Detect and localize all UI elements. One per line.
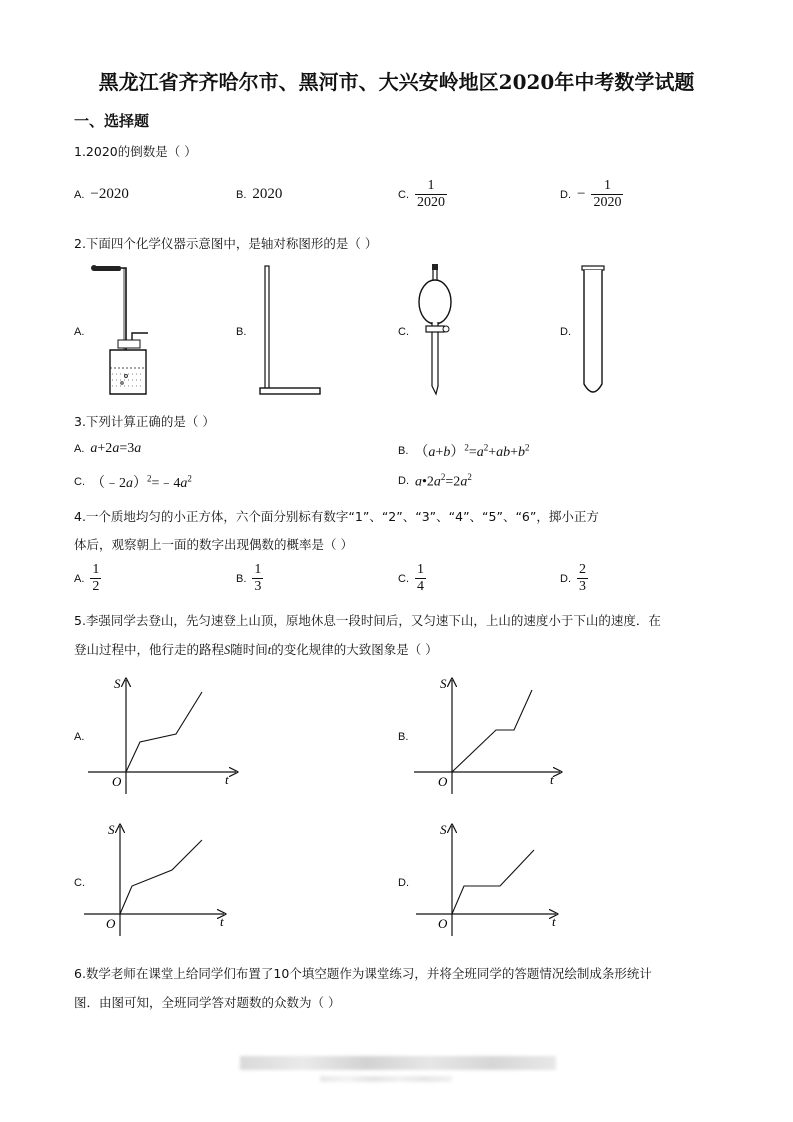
option-value: −2020 xyxy=(90,186,129,202)
question-4-stem-line2: 体后，观察朝上一面的数字出现偶数的概率是（ ） xyxy=(74,537,353,552)
question-5-stem-line2 xyxy=(74,640,438,658)
blurred-footer-watermark-small xyxy=(320,1076,452,1082)
question-2-stem: 2.下面四个化学仪器示意图中，是轴对称图形的是（ ） xyxy=(74,236,378,251)
question-6-stem-line1: 6.数学老师在课堂上给同学们布置了10个填空题作为课堂练习，并将全班同学的答题情况绘制成条形统计 xyxy=(74,966,652,981)
fraction xyxy=(90,562,101,595)
question-1-stem: 1.2020的倒数是（ ） xyxy=(74,144,197,159)
iron-stand-icon xyxy=(252,264,322,400)
origin-label: O xyxy=(106,916,116,931)
axis-label-s: S xyxy=(440,676,447,691)
numerator: 1 xyxy=(254,562,262,577)
numerator: 1 xyxy=(92,562,100,577)
expression: $a•2a^2=2a^2$ xyxy=(415,472,472,490)
fraction xyxy=(415,178,447,211)
minus-sign: − xyxy=(577,186,586,202)
q4-option-a[interactable] xyxy=(74,562,101,595)
q5-option-b-label[interactable]: B. xyxy=(398,731,409,743)
q5-option-c-label[interactable]: C. xyxy=(74,877,85,889)
q4-option-c[interactable] xyxy=(398,562,426,595)
option-label: A. xyxy=(74,443,85,455)
option-label: D. xyxy=(398,475,409,488)
denominator: 2020 xyxy=(593,195,622,210)
numerator: 1 xyxy=(427,178,435,193)
q2-option-b-label[interactable]: B. xyxy=(236,326,247,338)
axis-label-s: S xyxy=(440,822,447,837)
graph-line xyxy=(452,690,532,772)
q1-option-a[interactable] xyxy=(74,186,129,203)
graph-line xyxy=(452,850,534,914)
section-heading: 一、选择题 xyxy=(74,112,150,130)
numerator: 1 xyxy=(417,562,424,577)
q2-option-a-label[interactable]: A. xyxy=(74,326,85,338)
axis-label-t: t xyxy=(220,914,224,929)
q3-option-c[interactable] xyxy=(74,472,192,492)
q5-option-d-label[interactable]: D. xyxy=(398,877,409,889)
separatory-funnel-icon xyxy=(412,262,462,398)
variable-s: S xyxy=(224,643,231,657)
option-label: C. xyxy=(74,476,85,488)
axis-label-s: S xyxy=(108,822,115,837)
q1-option-b[interactable] xyxy=(236,186,282,203)
blurred-footer-watermark xyxy=(240,1056,556,1070)
q4-option-d[interactable] xyxy=(560,562,588,595)
question-3-stem: 3.下列计算正确的是（ ） xyxy=(74,414,215,429)
option-label: A. xyxy=(74,572,85,585)
gas-washing-bottle-icon xyxy=(88,258,158,400)
stem-text: 的变化规律的大致图象是（ ） xyxy=(271,642,438,657)
numerator: 1 xyxy=(603,178,611,193)
fraction xyxy=(252,562,263,595)
test-tube-icon xyxy=(576,262,616,398)
graph-c xyxy=(84,818,244,942)
option-label: D. xyxy=(560,572,571,585)
option-label: C. xyxy=(398,572,409,585)
expression: $(﹣2a)^2=﹣4a^2$ xyxy=(91,473,192,491)
option-label: D. xyxy=(560,188,571,201)
denominator: 4 xyxy=(417,579,424,594)
graph-line xyxy=(126,692,202,772)
graph-b xyxy=(414,674,574,798)
option-label: B. xyxy=(398,445,409,457)
stem-text: 随时间 xyxy=(230,642,268,657)
page-title: 黑龙江省齐齐哈尔市、黑河市、大兴安岭地区2020年中考数学试题 xyxy=(98,70,695,94)
denominator: 2 xyxy=(92,579,100,594)
numerator: 2 xyxy=(579,562,586,577)
graph-d xyxy=(416,818,576,942)
q1-option-d[interactable] xyxy=(560,178,623,211)
stem-text: 登山过程中，他行走的路程 xyxy=(74,642,225,657)
question-4-stem-line1: 4.一个质地均匀的小正方体，六个面分别标有数字“1”、“2”、“3”、“4”、“5”、“6”，掷小正方 xyxy=(74,509,599,524)
origin-label: O xyxy=(438,916,448,931)
q1-option-c[interactable] xyxy=(398,178,447,211)
variable-t: t xyxy=(267,643,272,657)
option-label: A. xyxy=(74,188,85,201)
fraction xyxy=(577,562,588,595)
question-6-stem-line2: 图．由图可知，全班同学答对题数的众数为（ ） xyxy=(74,995,341,1010)
denominator: 2020 xyxy=(417,195,445,210)
axis-label-t: t xyxy=(552,914,556,929)
origin-label: O xyxy=(112,774,122,789)
expression: a+2a=3a xyxy=(90,441,142,456)
q5-option-a-label[interactable]: A. xyxy=(74,731,85,743)
origin-label: O xyxy=(438,774,448,789)
q3-option-b[interactable] xyxy=(398,441,530,461)
option-label: B. xyxy=(236,572,247,585)
axis-label-s: S xyxy=(114,676,121,691)
option-label: B. xyxy=(236,188,247,201)
fraction xyxy=(415,562,426,595)
q4-option-b[interactable] xyxy=(236,562,263,595)
axis-label-t: t xyxy=(225,772,229,787)
question-5-stem-line1: 5.李强同学去登山，先匀速登上山顶，原地休息一段时间后，又匀速下山，上山的速度小于下山的速度．在 xyxy=(74,613,661,628)
fraction xyxy=(591,178,623,211)
denominator: 3 xyxy=(579,579,586,594)
graph-line xyxy=(120,840,202,914)
graph-a xyxy=(88,674,248,798)
option-value: 2020 xyxy=(252,186,283,202)
q2-option-d-label[interactable]: D. xyxy=(560,326,571,338)
expression: $(a+b)^2=a^2+ab+b^2$ xyxy=(414,442,530,460)
q2-option-c-label[interactable]: C. xyxy=(398,326,409,338)
axis-label-t: t xyxy=(550,772,554,787)
option-label: C. xyxy=(398,188,409,201)
denominator: 3 xyxy=(254,579,262,594)
q3-option-a[interactable] xyxy=(74,441,141,457)
q3-option-d[interactable] xyxy=(398,472,472,491)
